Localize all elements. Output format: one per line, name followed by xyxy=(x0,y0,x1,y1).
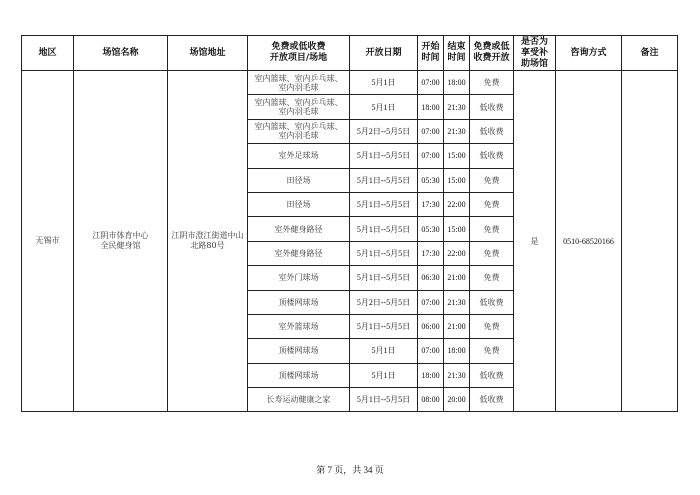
header-open-dates: 开放日期 xyxy=(350,36,418,71)
dates-cell: 5月1日--5月5日 xyxy=(350,266,418,290)
project-cell: 室内篮球、室内乒乓球、 室内羽毛球 xyxy=(248,71,350,95)
project-cell: 田径场 xyxy=(248,168,350,192)
project-cell: 顶楼网球场 xyxy=(248,290,350,314)
venue-table xyxy=(21,35,678,412)
header-fee-type: 免费或低 收费开放 xyxy=(470,36,514,71)
dates-cell: 5月1日--5月5日 xyxy=(350,241,418,265)
start-time-cell: 07:00 xyxy=(418,71,444,95)
region-cell: 无锡市 xyxy=(22,71,74,412)
header-end-time: 结束 时间 xyxy=(444,36,470,71)
end-time-cell: 18:00 xyxy=(444,71,470,95)
fee-type-cell: 免费 xyxy=(470,314,514,338)
dates-cell: 5月1日--5月5日 xyxy=(350,144,418,168)
project-cell: 室外门球场 xyxy=(248,266,350,290)
start-time-cell: 08:00 xyxy=(418,388,444,412)
page-footer: 第 7 页，共 34 页 xyxy=(316,465,384,475)
end-time-cell: 20:00 xyxy=(444,388,470,412)
dates-cell: 5月1日 xyxy=(350,95,418,119)
fee-type-cell: 低收费 xyxy=(470,95,514,119)
end-time-cell: 22:00 xyxy=(444,241,470,265)
header-region: 地区 xyxy=(22,36,74,71)
project-cell: 顶楼网球场 xyxy=(248,339,350,363)
project-cell: 顶楼网球场 xyxy=(248,363,350,387)
header-project: 免费或低收费 开放项目/场地 xyxy=(248,36,350,71)
dates-cell: 5月1日 xyxy=(350,339,418,363)
dates-cell: 5月1日--5月5日 xyxy=(350,168,418,192)
fee-type-cell: 低收费 xyxy=(470,363,514,387)
end-time-cell: 21:30 xyxy=(444,95,470,119)
fee-type-cell: 免费 xyxy=(470,192,514,216)
header-subsidy: 是否为 享受补 助场馆 xyxy=(514,36,556,71)
fee-type-cell: 免费 xyxy=(470,266,514,290)
project-cell: 室内篮球、室内乒乓球、 室内羽毛球 xyxy=(248,95,350,119)
fee-type-cell: 免费 xyxy=(470,71,514,95)
header-contact: 咨询方式 xyxy=(556,36,622,71)
fee-type-cell: 免费 xyxy=(470,217,514,241)
start-time-cell: 17:30 xyxy=(418,241,444,265)
contact-cell: 0510-68520166 xyxy=(556,71,622,412)
end-time-cell: 15:00 xyxy=(444,217,470,241)
table-row xyxy=(22,71,678,95)
start-time-cell: 07:00 xyxy=(418,290,444,314)
subsidy-cell: 是 xyxy=(514,71,556,412)
project-cell: 长寿运动健康之家 xyxy=(248,388,350,412)
end-time-cell: 22:00 xyxy=(444,192,470,216)
dates-cell: 5月1日 xyxy=(350,363,418,387)
start-time-cell: 07:00 xyxy=(418,119,444,143)
start-time-cell: 07:00 xyxy=(418,144,444,168)
start-time-cell: 07:00 xyxy=(418,339,444,363)
venue-address-cell: 江阴市澄江街道中山 北路80号 xyxy=(168,71,248,412)
end-time-cell: 21:00 xyxy=(444,266,470,290)
start-time-cell: 05:30 xyxy=(418,168,444,192)
venue-name-cell: 江阴市体育中心 全民健身馆 xyxy=(74,71,168,412)
start-time-cell: 18:00 xyxy=(418,95,444,119)
project-cell: 室外健身路径 xyxy=(248,217,350,241)
fee-type-cell: 低收费 xyxy=(470,290,514,314)
end-time-cell: 15:00 xyxy=(444,168,470,192)
fee-type-cell: 免费 xyxy=(470,241,514,265)
project-cell: 室外篮球场 xyxy=(248,314,350,338)
dates-cell: 5月2日--5月5日 xyxy=(350,290,418,314)
dates-cell: 5月2日--5月5日 xyxy=(350,119,418,143)
header-venue-name: 场馆名称 xyxy=(74,36,168,71)
project-cell: 室外足球场 xyxy=(248,144,350,168)
end-time-cell: 21:00 xyxy=(444,314,470,338)
start-time-cell: 18:00 xyxy=(418,363,444,387)
header-start-time: 开始 时间 xyxy=(418,36,444,71)
fee-type-cell: 免费 xyxy=(470,339,514,363)
dates-cell: 5月1日--5月5日 xyxy=(350,217,418,241)
dates-cell: 5月1日--5月5日 xyxy=(350,192,418,216)
start-time-cell: 05:30 xyxy=(418,217,444,241)
project-cell: 室内篮球、室内乒乓球、 室内羽毛球 xyxy=(248,119,350,143)
table-body xyxy=(22,71,678,412)
fee-type-cell: 免费 xyxy=(470,168,514,192)
end-time-cell: 21:30 xyxy=(444,290,470,314)
project-cell: 田径场 xyxy=(248,192,350,216)
header-notes: 备注 xyxy=(622,36,678,71)
start-time-cell: 06:00 xyxy=(418,314,444,338)
notes-cell xyxy=(622,71,678,412)
start-time-cell: 06:30 xyxy=(418,266,444,290)
dates-cell: 5月1日 xyxy=(350,71,418,95)
start-time-cell: 17:30 xyxy=(418,192,444,216)
end-time-cell: 21:30 xyxy=(444,119,470,143)
dates-cell: 5月1日--5月5日 xyxy=(350,314,418,338)
dates-cell: 5月1日--5月5日 xyxy=(350,388,418,412)
project-cell: 室外健身路径 xyxy=(248,241,350,265)
fee-type-cell: 低收费 xyxy=(470,144,514,168)
table-header xyxy=(22,36,678,71)
end-time-cell: 15:00 xyxy=(444,144,470,168)
end-time-cell: 18:00 xyxy=(444,339,470,363)
fee-type-cell: 低收费 xyxy=(470,119,514,143)
fee-type-cell: 低收费 xyxy=(470,388,514,412)
header-venue-address: 场馆地址 xyxy=(168,36,248,71)
end-time-cell: 21:30 xyxy=(444,363,470,387)
